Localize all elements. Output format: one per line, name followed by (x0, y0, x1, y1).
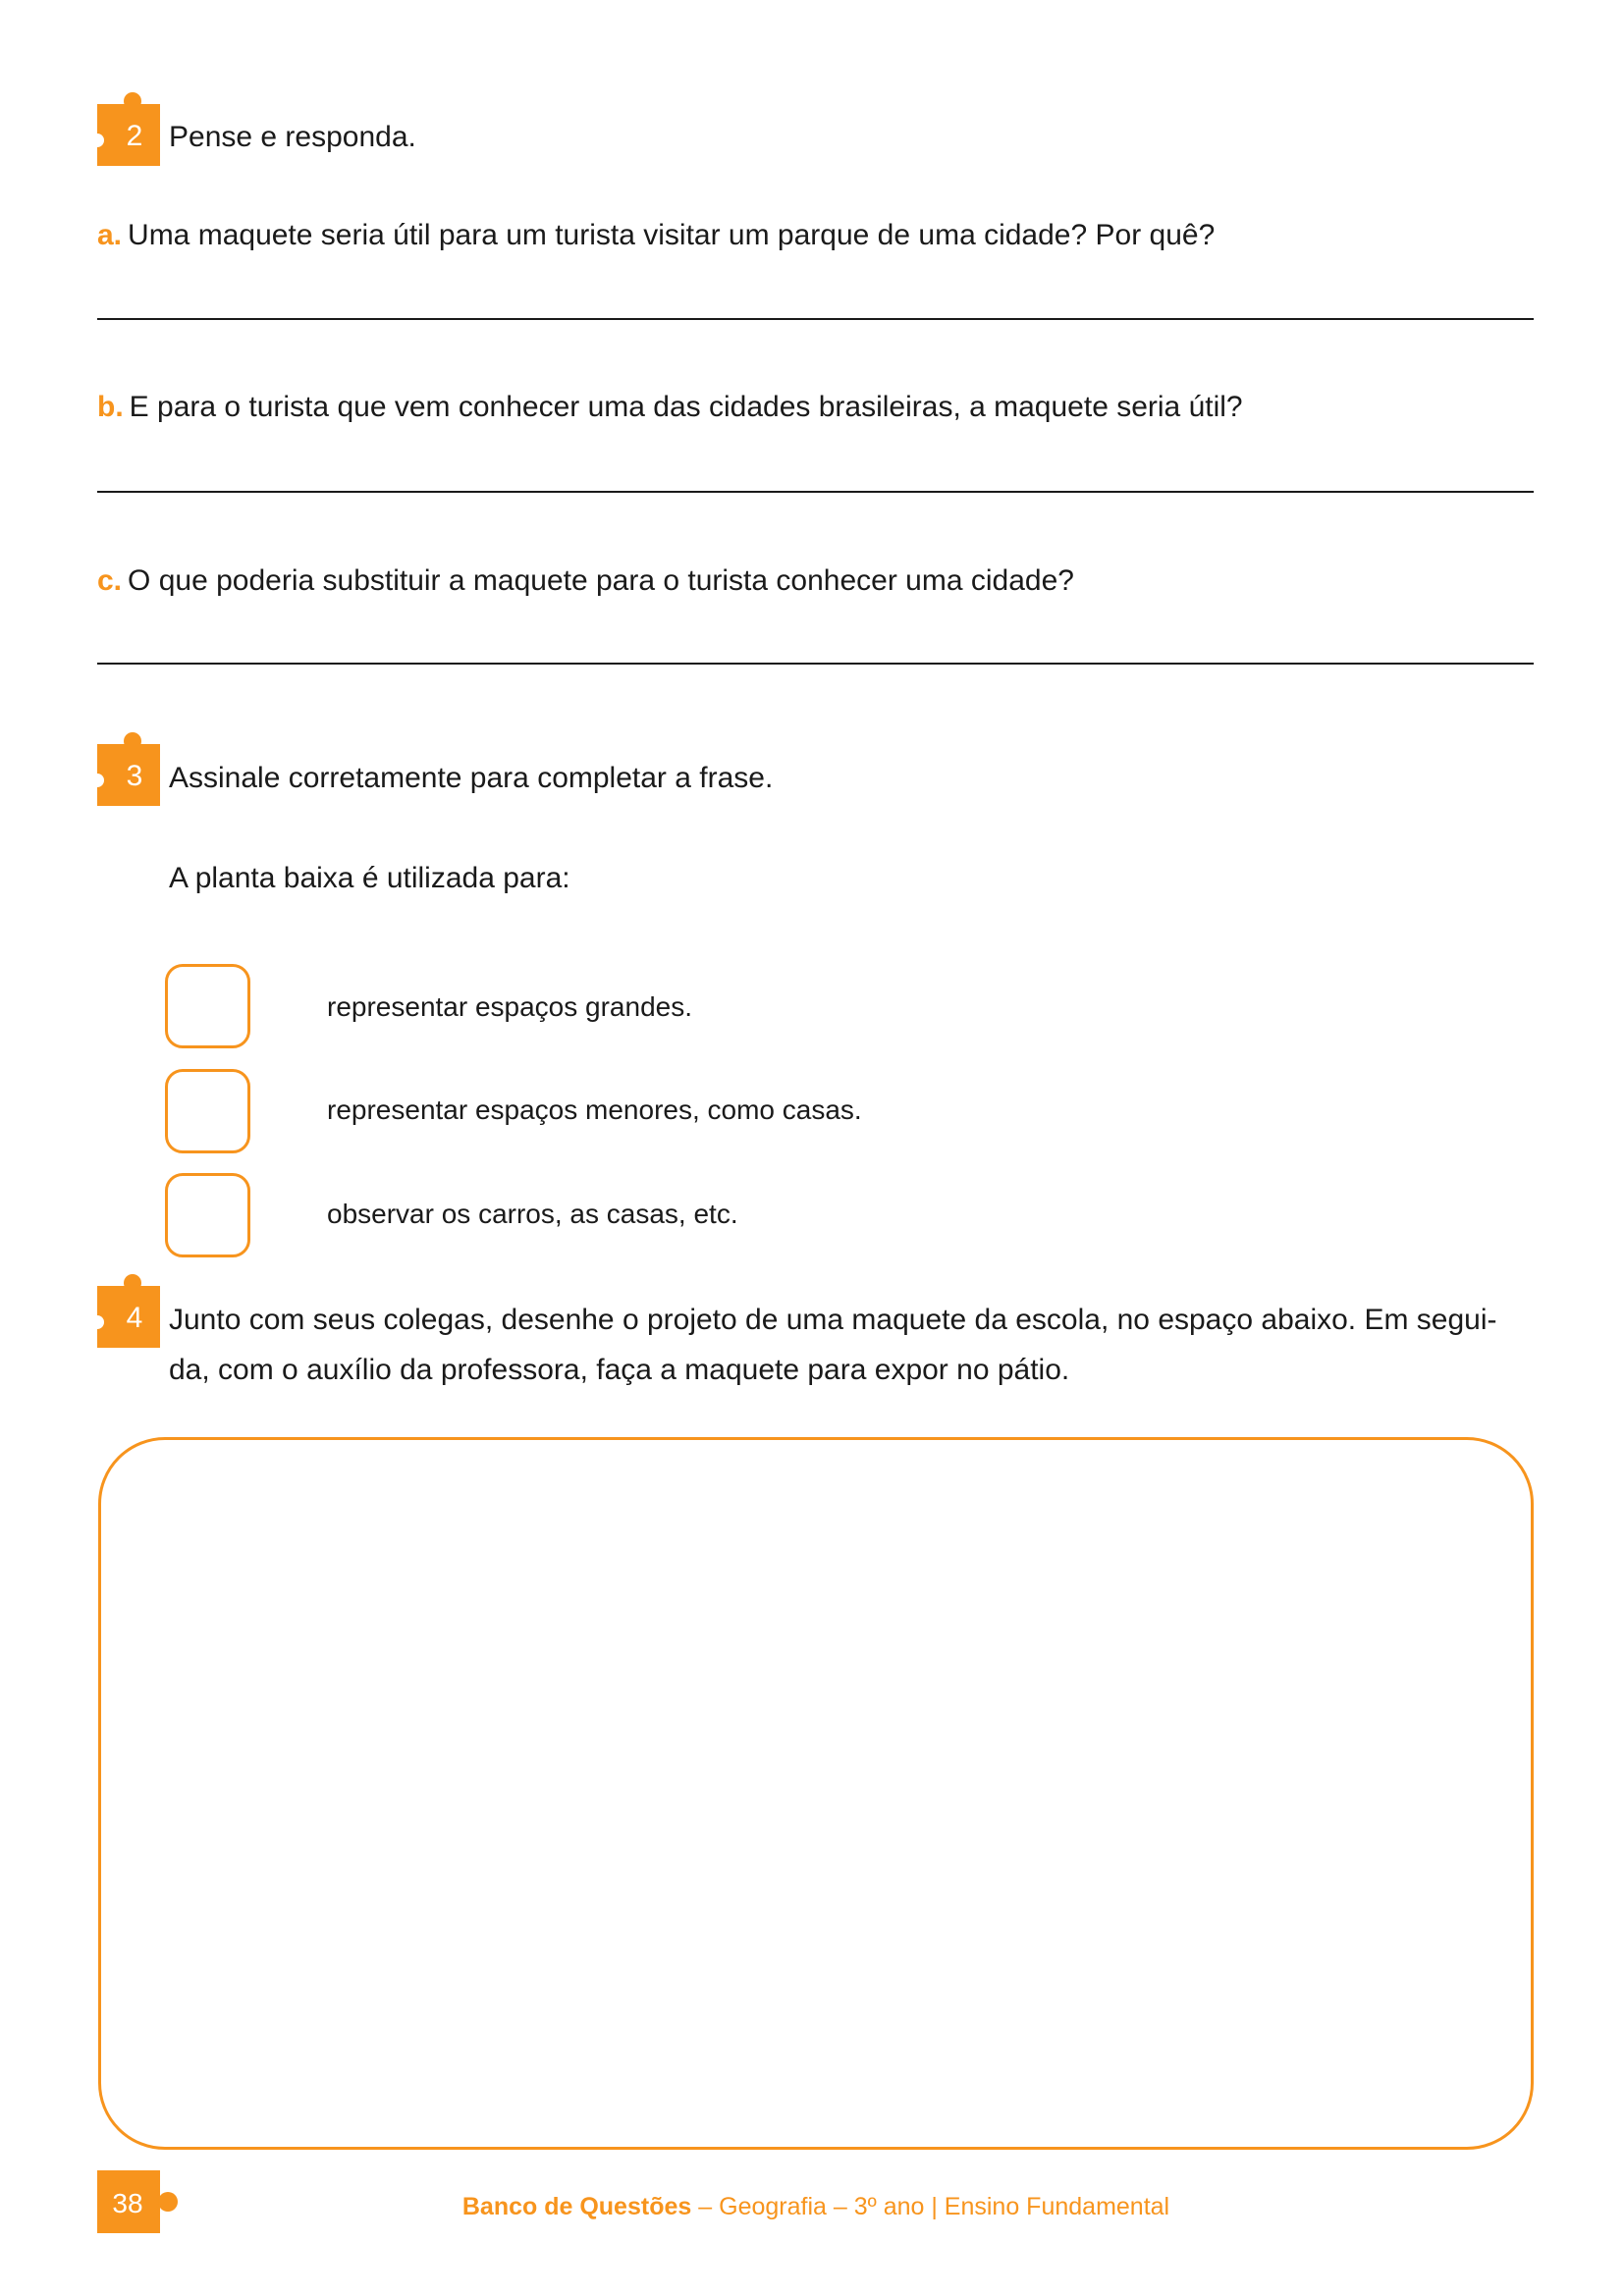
question-number: 2 (126, 120, 143, 152)
answer-line (97, 491, 1534, 493)
question-text-line: da, com o auxílio da professora, faça a maquete para expor no pátio. (169, 1354, 1070, 1386)
question-prompt: A planta baixa é utilizada para: (169, 862, 570, 894)
question-item-b (97, 390, 1243, 425)
footer-book-title: Banco de Questões (461, 2193, 692, 2220)
question-title: Pense e responda. (169, 121, 416, 153)
item-text: Uma maquete seria útil para um turista visitar um parque de uma cidade? Por quê? (128, 219, 1216, 251)
question-title: Assinale corretamente para completar a frase. (169, 762, 774, 794)
question-number-puzzle-icon (97, 91, 162, 166)
item-letter: a. (97, 219, 123, 251)
answer-line (97, 318, 1534, 320)
footer-title (0, 2192, 1624, 2221)
question-number: 3 (126, 760, 143, 792)
question-text-line: Junto com seus colegas, desenhe o projeto de uma maquete da escola, no espaço abaixo. Em segui- (169, 1304, 1497, 1336)
option-checkbox[interactable] (165, 964, 250, 1048)
option-checkbox[interactable] (165, 1173, 250, 1257)
answer-line (97, 663, 1534, 665)
option-label: representar espaços menores, como casas. (327, 1095, 862, 1125)
page-number: 38 (112, 2188, 143, 2218)
option-label: representar espaços grandes. (327, 991, 692, 1022)
item-text: O que poderia substituir a maquete para o turista conhecer uma cidade? (128, 564, 1074, 597)
question-item-a (97, 218, 1215, 253)
drawing-area (98, 1437, 1534, 2150)
item-letter: c. (97, 564, 123, 597)
question-number-puzzle-icon (97, 1273, 162, 1348)
item-letter: b. (97, 391, 124, 423)
question-item-c (97, 563, 1074, 599)
option-label: observar os carros, as casas, etc. (327, 1199, 738, 1229)
option-checkbox[interactable] (165, 1069, 250, 1153)
question-number: 4 (126, 1302, 143, 1334)
question-number-puzzle-icon (97, 731, 162, 806)
item-text: E para o turista que vem conhecer uma das cidades brasileiras, a maquete seria útil? (129, 391, 1243, 423)
footer-subtitle: – Geografia – 3º ano | Ensino Fundamental (698, 2193, 1170, 2220)
